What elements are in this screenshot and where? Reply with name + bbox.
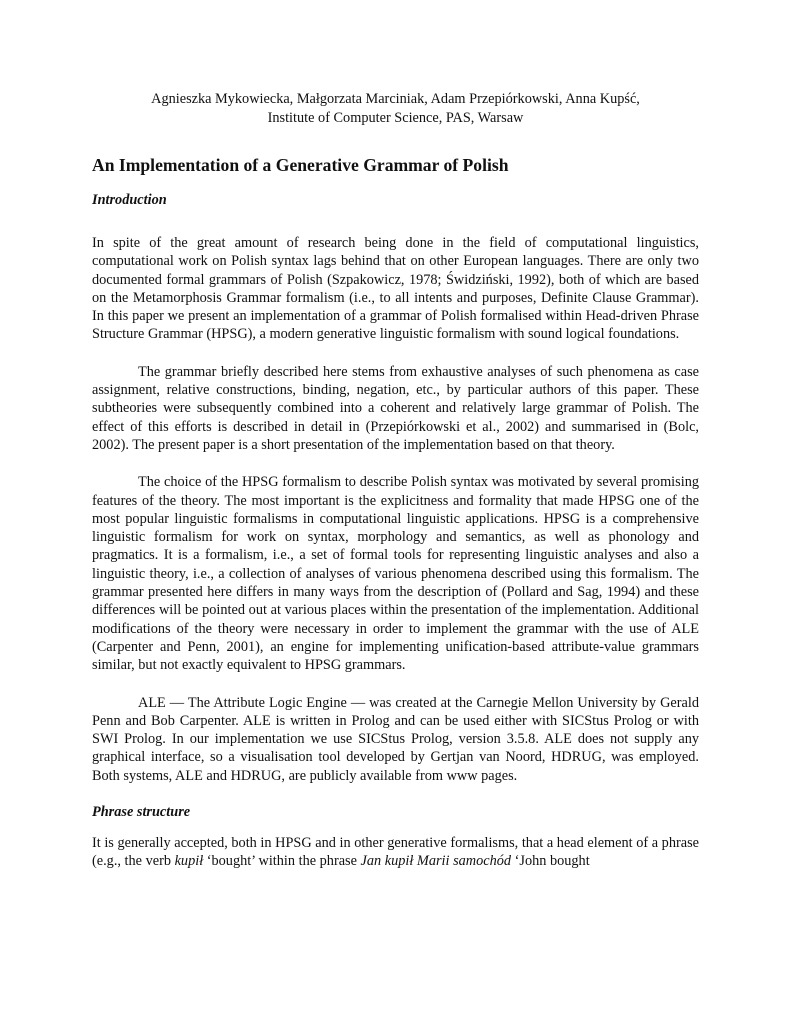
authors-line: Agnieszka Mykowiecka, Małgorzata Marciniak, Adam Przepiórkowski, Anna Kupść,	[151, 91, 640, 107]
author-list	[92, 90, 699, 128]
example-phrase: Jan kupił Marii samochód	[360, 853, 512, 870]
paragraph-3: The choice of the HPSG formalism to describe Polish syntax was motivated by several promising features of the theory. The most important is the explicitness and formality that made HPSG one of the most popular linguistic formalisms in computational linguistic applications. HPSG is a comprehensive linguistic formalism for work on syntax, morphology and semantics, as well as phonology and pragmatics. It is a formalism, i.e., a set of formal tools for representing linguistic analyses and also a linguistic theory, i.e., a collection of analyses of various phenomena described using this formalism. The grammar presented here differs in many ways from the description of (Pollard and Sag, 1994) and these differences will be pointed out at various places within the presentation of the implementation. Additional modifications of the theory were necessary in order to implement the grammar with the use of ALE (Carpenter and Penn, 2001), an engine for implementing unification-based attribute-value grammars similar, but not exactly equivalent to HPSG grammars.	[92, 474, 699, 674]
paragraph-5	[92, 834, 699, 871]
paragraph-5-text-3: ‘John bought	[511, 853, 590, 870]
section-heading-phrase-structure: Phrase structure	[92, 804, 191, 821]
paragraph-1: In spite of the great amount of research being done in the field of computational linguistics, computational work on Polish syntax lags behind that on other European languages. There are only two documented formal grammars of Polish (Szpakowicz, 1978; Świdziński, 1992), both of which are based on the Metamorphosis Grammar formalism (i.e., to all intents and purposes, Definite Clause Grammar). In this paper we present an implementation of a grammar of Polish formalised within Head-driven Phrase Structure Grammar (HPSG), a modern generative linguistic formalism with sound logical foundations.	[92, 235, 699, 343]
section-heading-introduction: Introduction	[92, 192, 167, 208]
paragraph-5-text-1: It is generally accepted, both in HPSG and in other generative formalisms, that a head element of a phrase (e.g., the verb	[92, 835, 699, 870]
paragraph-4: ALE — The Attribute Logic Engine — was created at the Carnegie Mellon University by Gerald Penn and Bob Carpenter. ALE is written in Prolog and can be used either with SICStus Prolog or with SWI Prolog. In our implementation we use SICStus Prolog, version 3.5.8. ALE does not supply any graphical interface, so a visualisation tool developed by Gertjan van Noord, HDRUG, was employed. Both systems, ALE and HDRUG, are publicly available from www pages.	[92, 694, 699, 784]
paper-page	[92, 90, 699, 871]
paragraph-2: The grammar briefly described here stems from exhaustive analyses of such phenomena as case assignment, relative constructions, binding, negation, etc., by particular authors of this paper. These subtheories were subsequently combined into a coherent and relatively large grammar of Polish. The effect of this efforts is described in detail in (Przepiórkowski et al., 2002) and summarised in (Bolc, 2002). The present paper is a short presentation of the implementation based on that theory.	[92, 363, 699, 453]
paper-title: An Implementation of a Generative Grammar of Polish	[92, 155, 509, 175]
example-word-kupil: kupił	[174, 853, 204, 870]
paragraph-5-text-2: ‘bought’ within the phrase	[203, 853, 361, 870]
affiliation-line: Institute of Computer Science, PAS, Warsaw	[267, 110, 524, 126]
